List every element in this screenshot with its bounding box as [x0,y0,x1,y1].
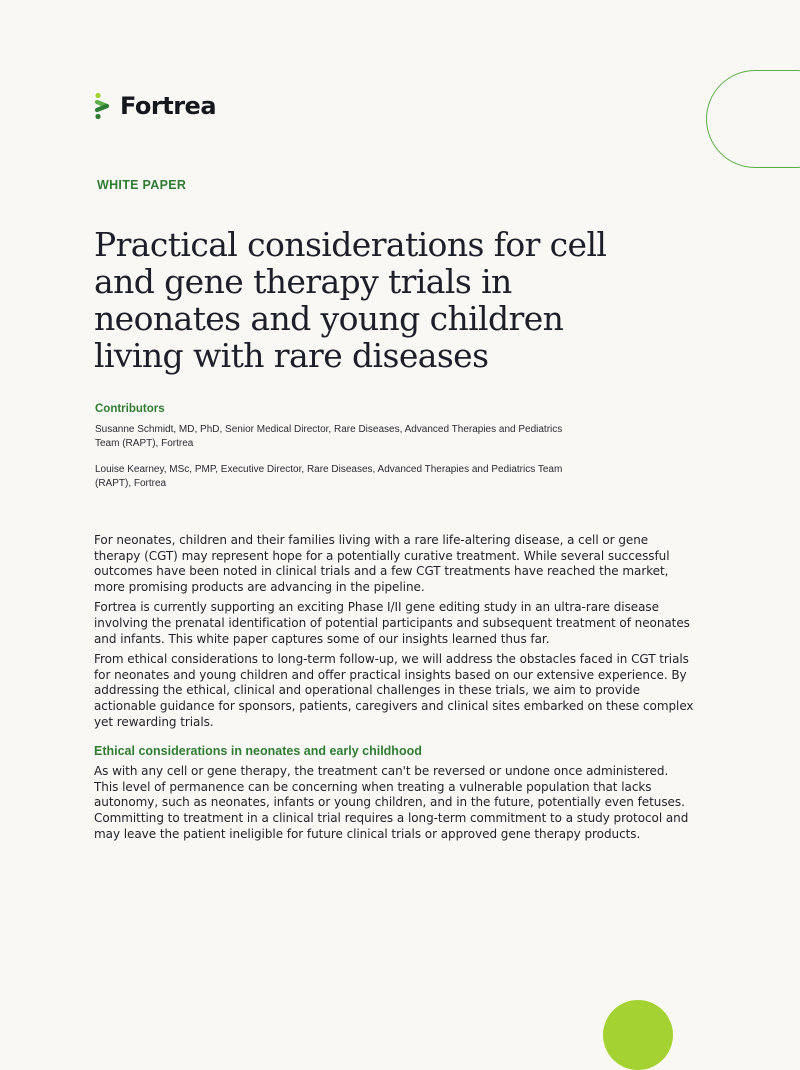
section-heading: Ethical considerations in neonates and early childhood [94,744,422,759]
decorative-pill-outline [706,70,800,168]
brand-name: Fortrea [120,92,217,120]
intro-paragraph: For neonates, children and their families living with a rare life-altering disease, a cell or gene therapy (CGT) may represent hope for a potentially curative treatment. While several successful outcomes have been noted in clinical trials and a few CGT treatments have reached the market, more promising products are advancing in the pipeline. [94,533,670,594]
decorative-lime-circle [603,1000,673,1070]
contributors-heading: Contributors [95,403,165,415]
body-content [94,533,694,847]
contributor-entry: Susanne Schmidt, MD, PhD, Senior Medical Director, Rare Diseases, Advanced Therapies and Pediatrics Team (RAPT), Fortrea [95,424,563,449]
contributor-entry: Louise Kearney, MSc, PMP, Executive Director, Rare Diseases, Advanced Therapies and Pediatrics Team (RAPT), Fortrea [95,464,563,489]
section-paragraph: As with any cell or gene therapy, the treatment can't be reversed or undone once administered. This level of permanence can be concerning when treating a vulnerable population that lacks autonomy, such as neonates, infants or young children, and in the future, potentially even fetuses. Committing to treatment in a clinical trial requires a long-term commitment to a study protocol and may leave the patient ineligible for future clinical trials or approved gene therapy products. [94,764,689,841]
fortrea-logo [94,92,216,120]
fortrea-mark-icon [94,92,114,120]
intro-paragraph: Fortrea is currently supporting an exciting Phase I/II gene editing study in an ultra-rare disease involving the prenatal identification of potential participants and subsequent treatment of neonates and infants. This white paper captures some of our insights learned thus far. [94,600,690,646]
document-title: Practical considerations for cell and gene therapy trials in neonates and young children living with rare diseases [94,225,607,375]
intro-paragraph: From ethical considerations to long-term follow-up, we will address the obstacles faced in CGT trials for neonates and young children and offer practical insights based on our extensive experience. By addressing the ethical, clinical and operational challenges in these trials, we aim to provide actionable guidance for sponsors, patients, caregivers and clinical sites embarked on these complex yet rewarding trials. [94,652,694,729]
document-type-label: WHITE PAPER [97,178,187,192]
